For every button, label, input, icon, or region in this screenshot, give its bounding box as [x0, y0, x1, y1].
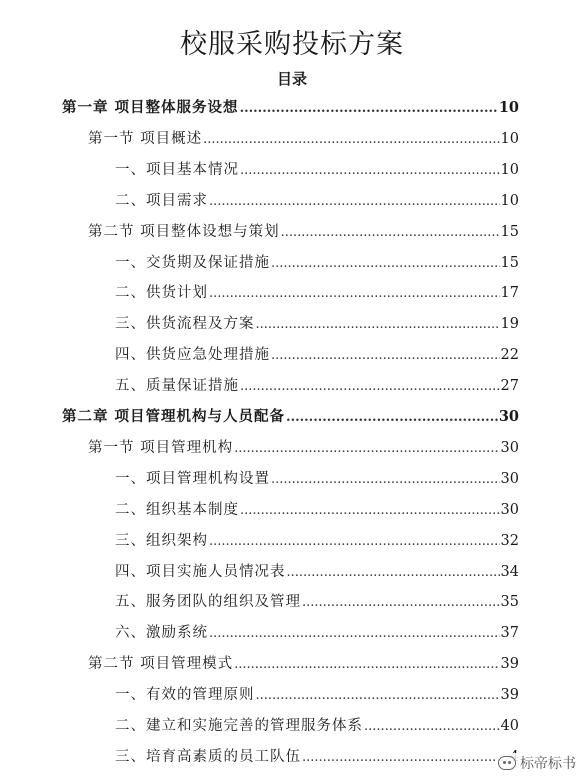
- toc-entry-text: 四、供货应急处理措施: [115, 347, 270, 364]
- toc-entry-text: 一、项目基本情况: [115, 161, 239, 178]
- toc-entry-item[interactable]: [115, 189, 519, 211]
- toc-entry-item[interactable]: [115, 621, 519, 643]
- toc-page-number: 39: [500, 687, 519, 704]
- toc-page-number: 17: [500, 285, 519, 302]
- dot-leader: [364, 719, 500, 734]
- toc-entry-item[interactable]: [115, 529, 519, 551]
- toc-entry-text: 四、项目实施人员情况表: [115, 563, 286, 580]
- toc-entry-section[interactable]: [88, 127, 519, 149]
- toc-entry-text: 二、供货计划: [115, 285, 208, 302]
- dot-leader: [240, 101, 498, 116]
- dot-leader: [240, 163, 500, 178]
- toc-entry-chapter[interactable]: [62, 96, 519, 118]
- dot-leader: [302, 595, 500, 610]
- toc-page-number: 10: [500, 130, 519, 147]
- toc-page-number: 10: [500, 192, 519, 209]
- toc-entry-chapter[interactable]: [62, 405, 519, 427]
- toc-entry-item[interactable]: [115, 560, 519, 582]
- toc-entry-text: 三、培育高素质的员工队伍: [115, 748, 301, 765]
- toc-entry-text: 五、质量保证措施: [115, 378, 239, 395]
- document-title: 校服采购投标方案: [180, 29, 404, 60]
- toc-entry-item[interactable]: [115, 714, 519, 736]
- toc-entry-text: 二、项目需求: [115, 192, 208, 209]
- toc-page-number: 32: [500, 532, 519, 549]
- toc-page-number: 34: [500, 563, 519, 580]
- dot-leader: [281, 225, 500, 240]
- toc-entry-text: 第一章 项目整体服务设想: [62, 99, 239, 116]
- dot-leader: [209, 286, 500, 301]
- toc-entry-text: 一、交货期及保证措施: [115, 254, 270, 271]
- toc-entry-text: 六、激励系统: [115, 625, 208, 642]
- toc-page-number: 22: [500, 347, 519, 364]
- toc-page-number: 10: [500, 161, 519, 178]
- toc-page-number: 10: [498, 99, 519, 116]
- toc-page-number: 30: [500, 470, 519, 487]
- toc-entry-item[interactable]: [115, 498, 519, 520]
- toc-entry-text: 第一节 项目概述: [88, 130, 203, 147]
- dot-leader: [271, 472, 500, 487]
- watermark: [496, 753, 578, 773]
- toc-page-number: 40: [500, 718, 519, 734]
- wechat-icon: [498, 756, 516, 770]
- toc-entry-item[interactable]: [115, 590, 519, 612]
- toc-entry-text: 一、有效的管理原则: [115, 687, 255, 704]
- toc-entry-text: 第二节 项目管理模式: [88, 656, 234, 673]
- toc-heading: 目录: [276, 70, 307, 88]
- toc-entry-item[interactable]: [115, 374, 519, 396]
- toc-entry-item[interactable]: [115, 281, 519, 303]
- toc-entry-text: 一、项目管理机构设置: [115, 470, 270, 487]
- toc-entry-section[interactable]: [88, 436, 519, 458]
- toc-page-number: 30: [500, 439, 519, 456]
- toc-page-number: 30: [498, 408, 519, 425]
- toc-entry-text: 第二节 项目整体设想与策划: [88, 223, 280, 240]
- toc-entry-text: 三、组织架构: [115, 532, 208, 549]
- dot-leader: [271, 256, 500, 271]
- toc-entry-section[interactable]: [88, 220, 519, 242]
- toc-page-number: 19: [500, 316, 519, 333]
- toc-page-number: 27: [500, 378, 519, 395]
- dot-leader: [271, 348, 500, 363]
- dot-leader: [256, 317, 500, 332]
- dot-leader: [240, 503, 500, 518]
- toc-entry-item[interactable]: [115, 158, 519, 180]
- toc-entry-item[interactable]: [115, 683, 519, 705]
- dot-leader: [302, 750, 509, 765]
- dot-leader: [286, 410, 498, 425]
- dot-leader: [234, 441, 499, 456]
- toc-entry-item[interactable]: [115, 467, 519, 489]
- dot-leader: [287, 565, 500, 580]
- toc-entry-item[interactable]: [115, 251, 519, 273]
- toc-entry-item[interactable]: [115, 745, 519, 767]
- dot-leader: [209, 626, 500, 641]
- toc-entry-item[interactable]: [115, 343, 519, 365]
- toc-entry-text: 第一节 项目管理机构: [88, 439, 234, 456]
- dot-leader: [234, 657, 499, 672]
- toc-page-number: 35: [500, 594, 519, 611]
- toc-entry-text: 五、服务团队的组织及管理: [115, 594, 301, 611]
- dot-leader: [256, 688, 500, 703]
- toc-entry-item[interactable]: [115, 312, 519, 334]
- toc-entry-text: 二、组织基本制度: [115, 501, 239, 518]
- toc-page-number: 37: [500, 625, 519, 642]
- toc-page-number: 15: [500, 223, 519, 240]
- toc-entry-section[interactable]: [88, 652, 519, 674]
- toc-entry-text: 第二章 项目管理机构与人员配备: [62, 408, 286, 425]
- dot-leader: [203, 132, 499, 147]
- watermark-text: 标帝标书: [520, 756, 576, 772]
- toc-entry-text: 二、建立和实施完善的管理服务体系: [115, 718, 363, 734]
- dot-leader: [209, 534, 500, 549]
- toc-page-number: 30: [500, 501, 519, 518]
- toc-page-number: 15: [500, 254, 519, 271]
- dot-leader: [209, 194, 500, 209]
- toc-entry-text: 三、供货流程及方案: [115, 316, 255, 333]
- toc-page-number: 39: [500, 656, 519, 673]
- dot-leader: [240, 379, 500, 394]
